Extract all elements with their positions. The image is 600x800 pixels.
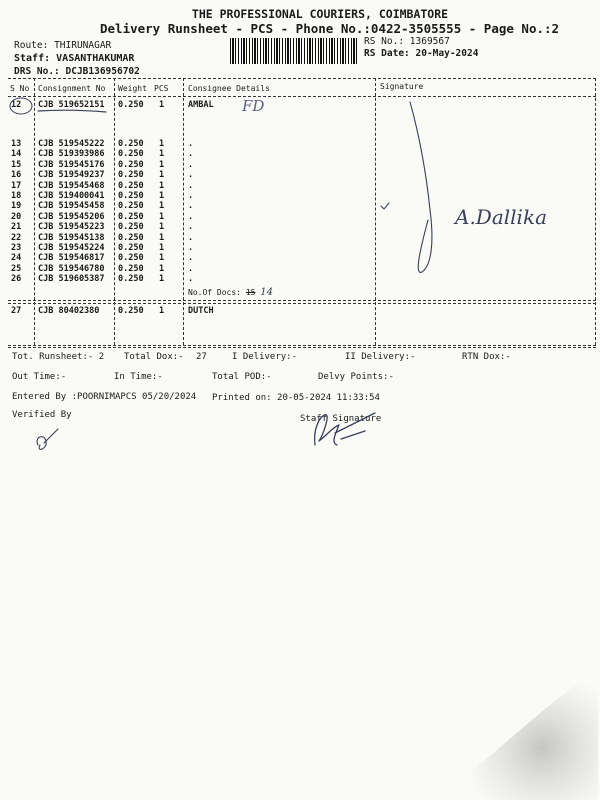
- group-separator-line-2: [8, 303, 596, 304]
- row-pcs: 1: [159, 139, 165, 149]
- row-pcs: 1: [159, 243, 165, 253]
- docs-handwritten: 14: [260, 287, 274, 298]
- staff-value: VASANTHAKUMAR: [56, 53, 135, 64]
- staff-line: [14, 53, 134, 64]
- table-row: [0, 191, 600, 202]
- row-pcs: 1: [159, 159, 165, 170]
- row-12-underline-mark: [36, 108, 108, 114]
- ii-delivery: II Delivery:-: [345, 352, 416, 362]
- total-dox-label: Total Dox:-: [124, 352, 184, 362]
- row-12-circle-mark: [8, 96, 38, 116]
- rs-date-label: RS Date:: [364, 48, 410, 59]
- staff-signature-label: Staff Signature: [300, 414, 382, 424]
- row-consignee: .: [188, 211, 194, 222]
- group-separator-line: [8, 300, 596, 301]
- table-row: [0, 149, 600, 160]
- out-time: Out Time:-: [12, 372, 67, 382]
- row-pcs: 1: [159, 170, 165, 181]
- row-sno: 26: [11, 274, 22, 285]
- header-bottom-line: [8, 96, 596, 97]
- rs-no-line: [364, 36, 450, 47]
- footer-top-line: [8, 347, 596, 348]
- row-consignee: .: [188, 191, 194, 201]
- rs-no-label: RS No.:: [364, 36, 405, 47]
- row-consignment: CJB 519545468: [38, 180, 105, 191]
- row-consignee: .: [188, 222, 194, 233]
- staff-label: Staff:: [14, 53, 51, 64]
- table-row: [0, 233, 600, 244]
- total-dox-value: 27: [196, 352, 207, 362]
- row-sno: 22: [11, 232, 22, 243]
- row-consignee: .: [188, 263, 194, 274]
- table-row: [0, 181, 600, 192]
- row-weight: 0.250: [118, 100, 144, 110]
- row-weight: 0.250: [118, 201, 144, 212]
- row-consignment: CJB 519546817: [38, 253, 105, 264]
- row-sno: 12: [11, 100, 22, 110]
- row-weight: 0.250: [118, 222, 144, 233]
- row-sno: 19: [11, 201, 22, 212]
- row-consignee: .: [188, 232, 194, 243]
- row-consignment: CJB 519545206: [38, 211, 105, 222]
- row-consignment: CJB 519545223: [38, 222, 105, 233]
- row-consignee: .: [188, 243, 194, 253]
- row-consignment: CJB 519393986: [38, 149, 105, 160]
- table-row: [0, 274, 600, 285]
- row-weight: 0.250: [118, 274, 144, 285]
- row-weight: 0.250: [118, 159, 144, 170]
- row-pcs: 1: [159, 274, 165, 285]
- row-consignee: DUTCH: [188, 306, 214, 316]
- route-label: Route:: [14, 40, 49, 51]
- row-weight: 0.250: [118, 180, 144, 191]
- row-sno: 24: [11, 253, 22, 264]
- row-pcs: 1: [159, 253, 165, 264]
- company-name: THE PROFESSIONAL COURIERS, COIMBATORE: [191, 7, 449, 21]
- row-sno: 17: [11, 180, 22, 191]
- row-sno: 14: [11, 149, 22, 160]
- row-weight: 0.250: [118, 139, 144, 149]
- row-weight: 0.250: [118, 170, 144, 181]
- rs-date-value: 20-May-2024: [415, 48, 479, 59]
- row-pcs: 1: [159, 263, 165, 274]
- handwritten-fd: FD: [242, 97, 265, 115]
- row-sno: 18: [11, 191, 22, 201]
- docs-count: [188, 287, 273, 298]
- row-weight: 0.250: [118, 191, 144, 201]
- drs-value: DCJB136956702: [65, 66, 140, 77]
- table-row: [0, 170, 600, 181]
- route-value: THIRUNAGAR: [54, 40, 112, 51]
- row-sno: 20: [11, 211, 22, 222]
- row-consignee: .: [188, 159, 194, 170]
- row-pcs: 1: [159, 191, 165, 201]
- row-pcs: 1: [159, 232, 165, 243]
- row-consignment: CJB 519546780: [38, 263, 105, 274]
- col-header-sno: S No: [10, 84, 30, 93]
- verifier-initials-mark: [30, 425, 70, 460]
- row-sno: 13: [11, 139, 22, 149]
- table-row: [0, 253, 600, 264]
- rtn-dox: RTN Dox:-: [462, 352, 511, 362]
- signature-tick-mark: [378, 200, 392, 214]
- drs-label: DRS No.:: [14, 66, 60, 77]
- row-consignment: CJB 519652151: [38, 100, 105, 110]
- in-time: In Time:-: [114, 372, 163, 382]
- row-consignment: CJB 519545222: [38, 139, 105, 149]
- table-row: [0, 139, 600, 150]
- runsheet-title: Delivery Runsheet - PCS - Phone No.:0422-3505555 - Page No.:2: [100, 21, 560, 36]
- row-consignee: .: [188, 201, 194, 212]
- row-pcs: 1: [159, 222, 165, 233]
- row-consignment: CJB 519545138: [38, 232, 105, 243]
- row-consignment: CJB 519400041: [38, 191, 105, 201]
- table-row: [0, 306, 600, 317]
- row-pcs: 1: [159, 149, 165, 160]
- row-consignment: CJB 80402380: [38, 306, 100, 316]
- row-pcs: 1: [159, 306, 165, 316]
- row-weight: 0.250: [118, 211, 144, 222]
- consignee-signature: A.Dallika: [455, 205, 547, 229]
- barcode: [230, 38, 358, 64]
- row-weight: 0.250: [118, 243, 144, 253]
- col-header-pcs: PCS: [154, 84, 169, 93]
- col-header-signature: Signature: [380, 82, 424, 91]
- row-weight: 0.250: [118, 149, 144, 160]
- row-sno: 25: [11, 263, 22, 274]
- row-sno: 16: [11, 170, 22, 181]
- row-consignee: .: [188, 139, 194, 149]
- route-line: [14, 40, 111, 51]
- total-pod: Total POD:-: [212, 372, 272, 382]
- staff-signature-mark: [305, 405, 385, 455]
- table-row: [0, 264, 600, 275]
- table-bottom-line: [8, 345, 596, 346]
- row-pcs: 1: [159, 180, 165, 191]
- verified-by: Verified By: [12, 410, 72, 420]
- col-header-consignee: Consignee Details: [188, 84, 270, 93]
- col-header-consignment: Consignment No: [38, 84, 106, 93]
- table-row: [0, 160, 600, 171]
- printed-on: Printed on: 20-05-2024 11:33:54: [212, 393, 380, 403]
- signature-bracket-mark: [400, 100, 440, 280]
- entered-by: Entered By :POORNIMAPCS 05/20/2024: [12, 392, 197, 402]
- row-weight: 0.250: [118, 232, 144, 243]
- row-pcs: 1: [159, 211, 165, 222]
- row-sno: 23: [11, 243, 22, 253]
- i-delivery: I Delivery:-: [232, 352, 298, 362]
- row-sno: 27: [11, 306, 22, 316]
- row-pcs: 1: [159, 100, 165, 110]
- scan-smudge: [440, 660, 600, 800]
- table-row: [0, 243, 600, 254]
- row-consignment: CJB 519605387: [38, 274, 105, 285]
- col-header-weight: Weight: [118, 84, 147, 93]
- rs-no-value: 1369567: [409, 36, 450, 47]
- drs-line: [14, 66, 140, 77]
- delvy-points: Delvy Points:-: [318, 372, 394, 382]
- docs-label: No.Of Docs:: [188, 288, 241, 297]
- row-weight: 0.250: [118, 263, 144, 274]
- tot-runsheet: Tot. Runsheet:- 2: [12, 352, 105, 362]
- row-consignee: AMBAL: [188, 100, 214, 110]
- rs-date-line: [364, 48, 478, 59]
- row-consignee: .: [188, 149, 194, 160]
- row-pcs: 1: [159, 201, 165, 212]
- row-consignment: CJB 519549237: [38, 170, 105, 181]
- docs-value: 15: [245, 288, 256, 297]
- table-top-line: [8, 78, 596, 79]
- row-weight: 0.250: [118, 253, 144, 264]
- row-sno: 15: [11, 159, 22, 170]
- row-consignee: .: [188, 180, 194, 191]
- row-consignment: CJB 519545224: [38, 243, 105, 253]
- row-consignment: CJB 519545176: [38, 159, 105, 170]
- row-consignee: .: [188, 170, 194, 181]
- row-consignee: .: [188, 274, 194, 285]
- row-consignment: CJB 519545458: [38, 201, 105, 212]
- row-sno: 21: [11, 222, 22, 233]
- row-consignee: .: [188, 253, 194, 264]
- row-weight: 0.250: [118, 306, 144, 316]
